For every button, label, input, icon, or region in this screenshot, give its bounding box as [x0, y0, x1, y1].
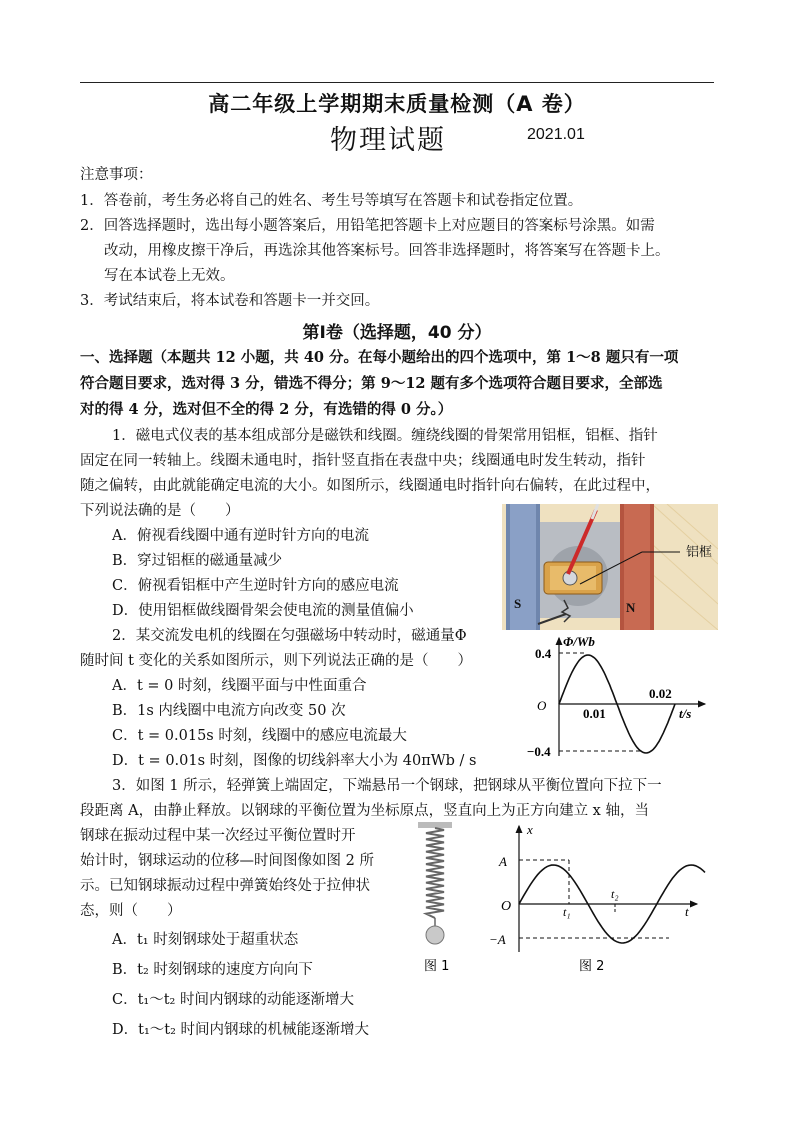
q3-option-b: B．t₂ 时刻钢球的速度方向向下 [112, 962, 313, 978]
displacement-time-graph [475, 820, 715, 980]
spring-ball-figure [412, 822, 458, 978]
q1-stem: 固定在同一转轴上。线圈未通电时，指针竖直指在表盘中央；线圈通电时发生转动，指针 [80, 453, 646, 469]
fig2-caption: 图 2 [579, 959, 605, 974]
fig1-caption: 图 1 [424, 959, 450, 974]
flux-time-graph [515, 632, 715, 762]
q3-option-d: D．t₁～t₂ 时间内钢球的机械能逐渐增大 [112, 1022, 370, 1038]
tick-0.01: 0.01 [583, 706, 606, 721]
aluminium-frame-label: 铝框 [686, 545, 713, 560]
t1-label: t₁ [563, 905, 571, 919]
q3-stem: 示。已知钢球振动过程中弹簧始终处于拉伸状 [80, 878, 370, 894]
t2-label: t₂ [611, 887, 619, 901]
notice-heading: 注意事项： [80, 167, 153, 183]
tick-0.02: 0.02 [649, 686, 672, 701]
exam-title: 高二年级上学期期末质量检测（A 卷） [208, 92, 586, 116]
section-title: 第Ⅰ卷（选择题，40 分） [302, 323, 492, 343]
y-max-label: 0.4 [535, 646, 552, 661]
q1-option-c: C．俯视看铝框中产生逆时针方向的感应电流 [112, 578, 399, 594]
notice-line: 1．答卷前，考生务必将自己的姓名、考生号等填写在答题卡和试卷指定位置。 [80, 193, 583, 209]
q1-option-b: B．穿过铝框的磁通量减少 [112, 553, 283, 569]
q3-stem: 3．如图 1 所示，轻弹簧上端固定，下端悬吊一个钢球，把钢球从平衡位置向下拉下一 [112, 778, 662, 794]
notice-line: 改动，用橡皮擦干净后，再选涂其他答案标号。回答非选择题时，将答案写在答题卡上。 [104, 243, 670, 259]
section-instruction: 对的得 4 分，选对但不全的得 2 分，有选错的得 0 分。） [80, 401, 453, 418]
exam-date: 2021.01 [527, 126, 585, 143]
notice-line: 写在本试卷上无效。 [104, 268, 235, 284]
s-pole-label: S [514, 596, 522, 611]
subject-title: 物理试题 [330, 125, 446, 156]
q1-stem: 下列说法确的是（ ） [80, 503, 240, 519]
x-axis-label: t/s [679, 706, 692, 721]
q1-stem: 1．磁电式仪表的基本组成部分是磁铁和线圈。缠绕线圈的骨架常用铝框，铝框、指针 [112, 428, 658, 444]
top-rule [80, 82, 714, 83]
n-pole-label: N [626, 600, 636, 615]
q1-option-d: D．使用铝框做线圈骨架会使电流的测量值偏小 [112, 603, 414, 619]
q2-option-b: B．1s 内线圈中电流方向改变 50 次 [112, 703, 346, 719]
q3-option-c: C．t₁～t₂ 时间内钢球的动能逐渐增大 [112, 992, 354, 1008]
q1-stem: 随之偏转，由此就能确定电流的大小。如图所示，线圈通电时指针向右偏转，在此过程中， [80, 478, 660, 494]
notice-line: 3．考试结束后，将本试卷和答题卡一并交回。 [80, 293, 380, 309]
q2-option-c: C．t = 0.015s 时刻，线圈中的感应电流最大 [112, 728, 407, 744]
origin-label: O [501, 899, 512, 914]
notice-line: 2．回答选择题时，选出每小题答案后，用铅笔把答题卡上对应题目的答案标号涂黑。如需 [80, 218, 655, 234]
q3-stem: 钢球在振动过程中某一次经过平衡位置时开 [80, 828, 356, 844]
t-axis-label: t [685, 904, 689, 919]
spring-coil [426, 828, 444, 918]
q2-stem: 随时间 t 变化的关系如图所示，则下列说法正确的是（ ） [80, 653, 473, 669]
section-instruction: 一、选择题（本题共 12 小题，共 40 分。在每小题给出的四个选项中，第 1～8 题只有一项 [80, 349, 679, 366]
q3-stem: 段距离 A，由静止释放。以钢球的平衡位置为坐标原点，竖直向上为正方向建立 x 轴，当 [80, 803, 649, 819]
amplitude-negative: −A [489, 932, 506, 947]
q3-stem: 始计时，钢球运动的位移—时间图像如图 2 所 [80, 853, 374, 869]
q1-option-a: A．俯视看线圈中通有逆时针方向的电流 [112, 528, 369, 544]
origin-label: O [537, 698, 547, 713]
q2-stem: 2．某交流发电机的线圈在匀强磁场中转动时，磁通量Φ [112, 628, 467, 644]
section-instruction: 符合题目要求，选对得 3 分，错选不得分；第 9～12 题有多个选项符合题目要求，全部选 [80, 375, 663, 392]
amplitude-positive: A [499, 854, 507, 869]
q3-option-a: A．t₁ 时刻钢球处于超重状态 [112, 932, 299, 948]
q3-stem: 态，则（ ） [80, 903, 182, 919]
q2-option-d: D．t = 0.01s 时刻，图像的切线斜率大小为 40πWb / s [112, 753, 477, 769]
x-axis-label: x [527, 822, 533, 837]
galvanometer-figure [502, 504, 718, 630]
y-axis-label: Φ/Wb [563, 634, 595, 649]
q2-option-a: A．t = 0 时刻，线圈平面与中性面重合 [112, 678, 367, 694]
y-min-label: −0.4 [527, 744, 551, 759]
